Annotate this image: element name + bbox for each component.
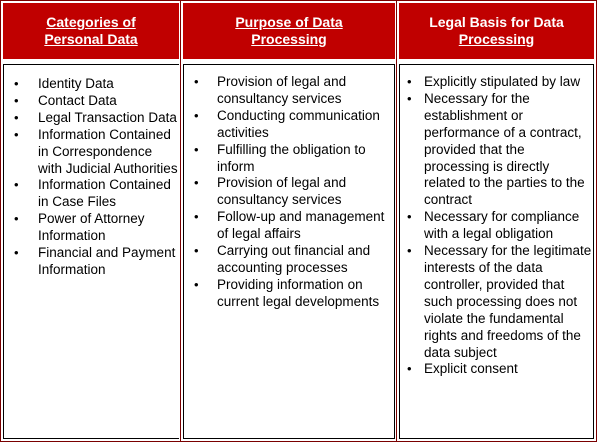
category-item: • Power of Attorney Information	[4, 211, 179, 245]
purpose-item: • Fulfilling the obligation to inform	[184, 142, 394, 176]
column-purpose	[181, 1, 397, 441]
category-item: • Legal Transaction Data	[4, 110, 179, 127]
category-item: • Information Contained in Case Files	[4, 177, 179, 211]
header-categories-line-1: Categories of	[46, 14, 136, 30]
purpose-item: • Provision of legal and consultancy services	[184, 175, 394, 209]
legal-basis-item: • Explicit consent	[400, 361, 593, 378]
header-purpose	[183, 3, 395, 59]
category-item: • Contact Data	[4, 93, 179, 110]
category-item: • Financial and Payment Information	[4, 245, 179, 279]
categories-list	[4, 65, 179, 279]
legal-basis-item: • Necessary for the establishment or performance of a contract, provided that the processing is directly related to the parties to the contract	[400, 91, 593, 209]
header-legal-basis-line-1: Legal Basis for Data	[429, 14, 564, 30]
header-purpose-line-2: Processing	[251, 31, 327, 47]
legal-basis-item: • Necessary for compliance with a legal obligation	[400, 209, 593, 243]
header-legal-basis-line-2: Processing	[458, 31, 535, 47]
purpose-cell	[183, 64, 395, 439]
purpose-list	[184, 65, 394, 311]
header-legal-basis	[399, 3, 594, 59]
category-item: • Information Contained in Correspondence with Judicial Authorities	[4, 127, 179, 178]
header-purpose-line-1: Purpose of Data	[235, 14, 343, 30]
column-categories	[1, 1, 181, 441]
legal-basis-item: • Explicitly stipulated by law	[400, 74, 593, 91]
header-categories-line-2: Personal Data	[44, 31, 138, 47]
legal-basis-cell	[399, 64, 594, 439]
purpose-item: • Carrying out financial and accounting processes	[184, 243, 394, 277]
purpose-item: • Providing information on current legal developments	[184, 277, 394, 311]
category-item: • Identity Data	[4, 76, 179, 93]
header-categories	[3, 3, 179, 59]
legal-basis-list	[400, 65, 593, 378]
legal-basis-item: • Necessary for the legitimate interests of the data controller, provided that such processing does not violate the fundamental rights and freedoms of the data subject	[400, 243, 593, 361]
purpose-item: • Conducting communication activities	[184, 108, 394, 142]
purpose-item: • Provision of legal and consultancy services	[184, 74, 394, 108]
purpose-item: • Follow-up and management of legal affairs	[184, 209, 394, 243]
categories-cell	[3, 64, 179, 439]
column-legal-basis	[397, 1, 596, 441]
